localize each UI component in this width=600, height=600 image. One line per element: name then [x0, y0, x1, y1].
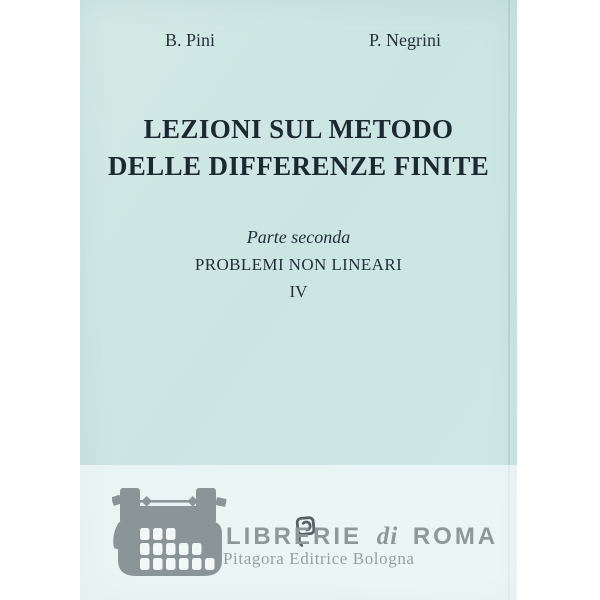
wordmark-librerie: LIBRERIE	[226, 523, 363, 550]
subtitle-part: Parte seconda	[246, 227, 351, 247]
book-title-line1: LEZIONI SUL METODO	[143, 114, 454, 144]
author-name-right: P. Negrini	[369, 30, 441, 50]
wordmark-roma: ROMA	[412, 523, 499, 550]
author-name-left: B. Pini	[165, 30, 216, 50]
book-title-line2: DELLE DIFFERENZE FINITE	[107, 151, 490, 181]
authors-row	[80, 30, 517, 54]
book-title	[80, 111, 517, 185]
book-subtitle	[80, 224, 517, 305]
watermark-band	[80, 465, 517, 600]
store-wordmark	[226, 524, 498, 550]
typewriter-icon	[112, 486, 228, 580]
wordmark-di: di	[376, 523, 399, 550]
subtitle-series: PROBLEMI NON LINEARI	[194, 255, 403, 274]
book-cover	[80, 0, 517, 600]
subtitle-volume: IV	[289, 282, 308, 301]
publisher-line: Pitagora Editrice Bologna	[223, 549, 415, 568]
